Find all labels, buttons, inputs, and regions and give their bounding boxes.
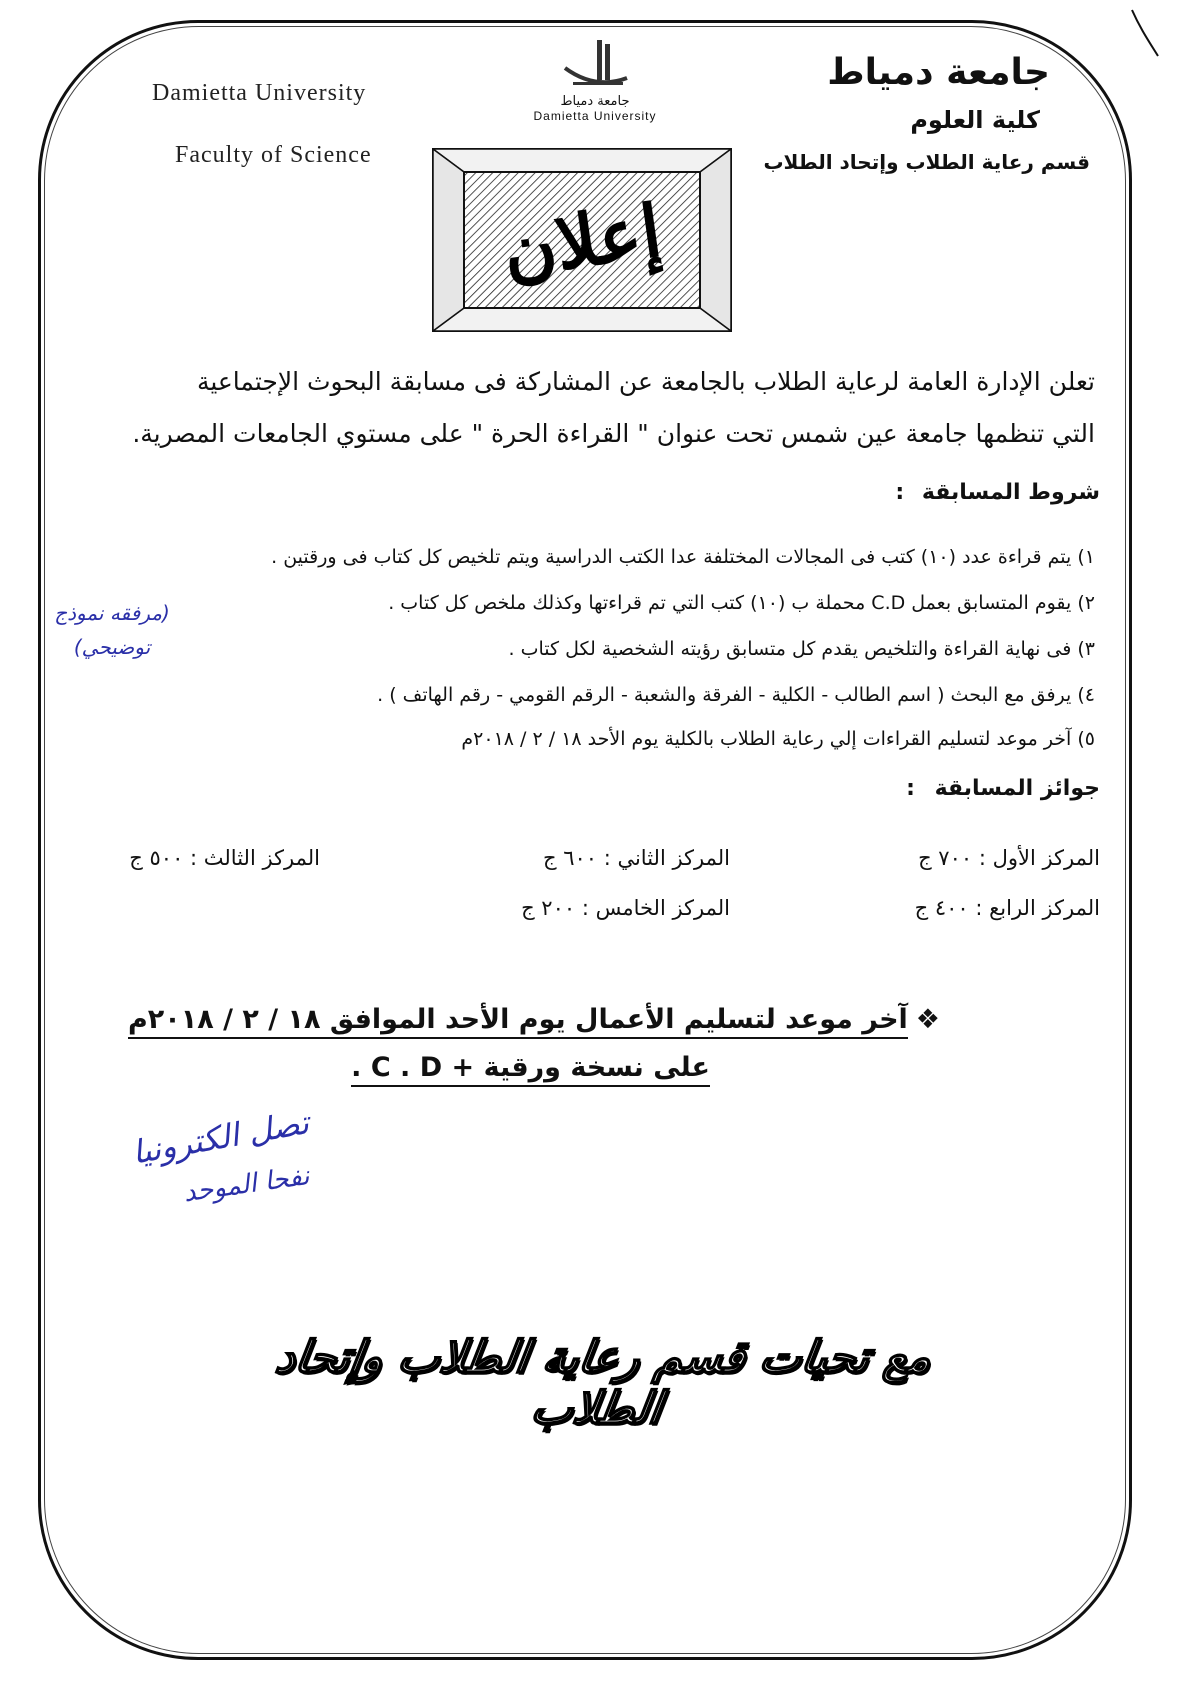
prizes-heading-text: جوائز المسابقة	[934, 776, 1100, 801]
prize-second: المركز الثاني : ٦٠٠ ج	[542, 846, 730, 870]
announcement-banner	[432, 148, 732, 332]
handwritten-note-attachment: (مرفقه نموذج توضيحي)	[54, 601, 170, 659]
corner-stroke	[1130, 8, 1160, 58]
prizes-heading	[906, 776, 1100, 801]
prize-fourth: المركز الرابع : ٤٠٠ ج	[914, 896, 1100, 920]
announcement-title: إعلان	[497, 186, 667, 294]
condition-item-3: ٣) فى نهاية القراءة والتلخيص يقدم كل متسابق رؤيته الشخصية لكل كتاب .	[508, 638, 1095, 660]
logo-mark-icon	[555, 38, 635, 90]
deadline-text-1: آخر موعد لتسليم الأعمال يوم الأحد الموافق ١٨ / ٢ / ٢٠١٨م	[128, 1004, 908, 1039]
intro-line-1: تعلن الإدارة العامة لرعاية الطلاب بالجامعة عن المشاركة فى مسابقة البحوث الإجتماعية	[196, 367, 1095, 396]
condition-item-1: ١) يتم قراءة عدد (١٠) كتب فى المجالات المختلفة عدا الكتب الدراسية ويتم تلخيص كل كتاب فى ورقتين .	[271, 546, 1095, 568]
deadline-line-2	[351, 1052, 710, 1083]
deadline-line-1	[128, 1004, 940, 1035]
deadline-text-2: على نسخة ورقية + C . D .	[351, 1052, 710, 1087]
prizes-heading-colon: :	[906, 776, 915, 801]
condition-item-2: ٢) يقوم المتسابق بعمل C.D محملة ب (١٠) كتب التي تم قراءتها وكذلك ملخص كل كتاب .	[388, 592, 1095, 614]
prize-third: المركز الثالث : ٥٠٠ ج	[129, 846, 320, 870]
footer-greeting: مع تحيات قسم رعاية الطلاب وإتحاد الطلاب	[272, 1332, 935, 1434]
ar-university-name: جامعة دمياط	[827, 52, 1050, 93]
condition-item-4: ٤) يرفق مع البحث ( اسم الطالب - الكلية - الفرقة والشعبة - الرقم القومي - رقم الهاتف ) .	[377, 684, 1095, 706]
handwritten-note-2: نفحا الموحد	[181, 1161, 312, 1209]
ar-faculty-name: كلية العلوم	[910, 106, 1040, 134]
ar-department-name: قسم رعاية الطلاب وإتحاد الطلاب	[763, 150, 1090, 174]
university-logo	[495, 38, 695, 138]
prize-first: المركز الأول : ٧٠٠ ج	[918, 846, 1100, 870]
logo-arabic-text: جامعة دمياط	[560, 94, 630, 109]
en-faculty-name: Faculty of Science	[175, 142, 372, 168]
intro-line-2: التي تنظمها جامعة عين شمس تحت عنوان " القراءة الحرة " على مستوي الجامعات المصرية.	[132, 419, 1095, 448]
logo-english-text: Damietta University	[533, 109, 657, 123]
conditions-heading-text: شروط المسابقة	[921, 480, 1100, 505]
prize-fifth: المركز الخامس : ٢٠٠ ج	[521, 896, 730, 920]
conditions-heading-colon: :	[895, 480, 905, 505]
deadline-bullet-icon: ❖	[915, 1004, 940, 1035]
conditions-heading	[895, 480, 1100, 505]
en-university-name: Damietta University	[152, 80, 367, 106]
condition-item-5: ٥) آخر موعد لتسليم القراءات إلي رعاية الطلاب بالكلية يوم الأحد ١٨ / ٢ / ٢٠١٨م	[461, 728, 1095, 750]
handwritten-note-electronic: تصل الكترونيا	[129, 1103, 312, 1172]
